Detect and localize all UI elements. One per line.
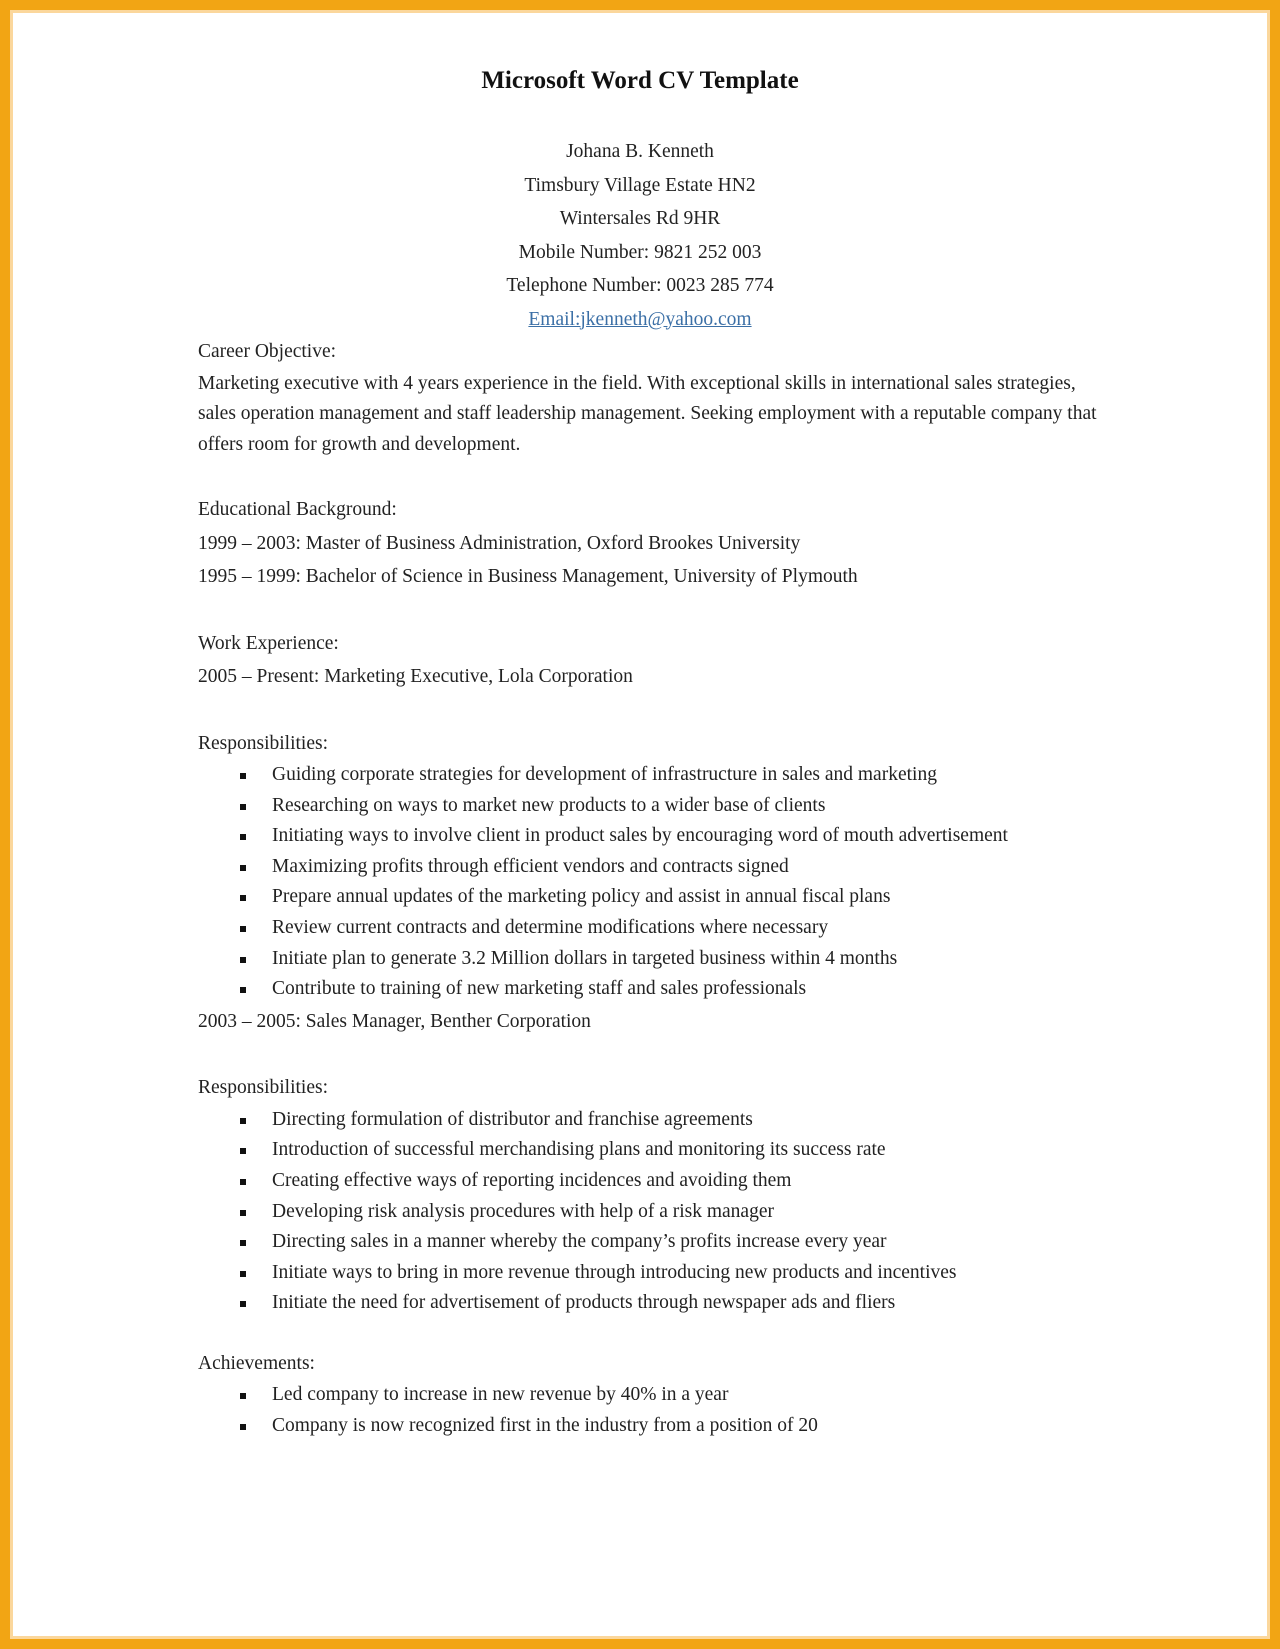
square-bullet-icon <box>240 1393 246 1399</box>
responsibilities-list <box>198 760 1098 1005</box>
education-entry: 1999 – 2003: Master of Business Administration, Oxford Brookes University <box>198 532 801 554</box>
square-bullet-icon <box>240 1301 246 1307</box>
achievements-list <box>198 1380 1098 1441</box>
education-entry: 1995 – 1999: Bachelor of Science in Business Management, University of Plymouth <box>198 566 858 587</box>
list-item: Initiating ways to involve client in product sales by encouraging word of mouth advertisement <box>198 821 1098 852</box>
list-item: Directing formulation of distributor and franchise agreements <box>198 1105 1098 1136</box>
contact-block <box>13 135 1267 336</box>
list-item: Initiate plan to generate 3.2 Million dollars in targeted business within 4 months <box>198 944 1098 975</box>
job-title: 2003 – 2005: Sales Manager, Benther Corporation <box>198 1010 591 1032</box>
cv-page <box>13 13 1267 1636</box>
contact-address-line1: Timsbury Village Estate HN2 <box>524 174 756 196</box>
responsibilities-heading: Responsibilities: <box>198 1077 329 1099</box>
career-objective-heading: Career Objective: <box>198 341 337 362</box>
job-title: 2005 – Present: Marketing Executive, Lola Corporation <box>198 666 633 687</box>
list-item: Review current contracts and determine modifications where necessary <box>198 913 1098 944</box>
list-item: Contribute to training of new marketing staff and sales professionals <box>198 974 1098 1005</box>
responsibilities-heading: Responsibilities: <box>198 732 329 754</box>
list-item: Prepare annual updates of the marketing policy and assist in annual fiscal plans <box>198 882 1098 913</box>
square-bullet-icon <box>240 895 246 901</box>
square-bullet-icon <box>240 957 246 963</box>
square-bullet-icon <box>240 1240 246 1246</box>
square-bullet-icon <box>240 1179 246 1185</box>
work-experience-heading: Work Experience: <box>198 632 339 654</box>
list-item: Developing risk analysis procedures with help of a risk manager <box>198 1197 1098 1228</box>
contact-address-line2: Wintersales Rd 9HR <box>559 208 721 229</box>
list-item: Introduction of successful merchandising plans and monitoring its success rate <box>198 1135 1098 1166</box>
square-bullet-icon <box>240 834 246 840</box>
list-item: Company is now recognized first in the industry from a position of 20 <box>198 1411 1098 1442</box>
square-bullet-icon <box>240 804 246 810</box>
square-bullet-icon <box>240 926 246 932</box>
contact-mobile: Mobile Number: 9821 252 003 <box>518 241 762 263</box>
contact-telephone: Telephone Number: 0023 285 774 <box>506 275 774 296</box>
document-title: Microsoft Word CV Template <box>481 67 799 94</box>
list-item: Maximizing profits through efficient vendors and contracts signed <box>198 852 1098 883</box>
cv-body <box>198 335 1098 1442</box>
list-item: Creating effective ways of reporting incidences and avoiding them <box>198 1166 1098 1197</box>
page-frame-inner <box>10 10 1270 1639</box>
square-bullet-icon <box>240 865 246 871</box>
list-item: Directing sales in a manner whereby the company’s profits increase every year <box>198 1227 1098 1258</box>
achievements-heading: Achievements: <box>198 1352 315 1374</box>
list-item: Led company to increase in new revenue by 40% in a year <box>198 1380 1098 1411</box>
list-item: Researching on ways to market new products to a wider base of clients <box>198 791 1098 822</box>
square-bullet-icon <box>240 1210 246 1216</box>
contact-name: Johana B. Kenneth <box>566 141 714 162</box>
list-item: Guiding corporate strategies for development of infrastructure in sales and marketing <box>198 760 1098 791</box>
square-bullet-icon <box>240 773 246 779</box>
list-item: Initiate ways to bring in more revenue through introducing new products and incentives <box>198 1258 1098 1289</box>
square-bullet-icon <box>240 1148 246 1154</box>
responsibilities-list <box>198 1105 1098 1319</box>
square-bullet-icon <box>240 1271 246 1277</box>
career-objective-text: Marketing executive with 4 years experience in the field. With exceptional skills in international sales strategies, sales operation management and staff leadership management. Seeking employment with a reputable company that offers room for growth and development. <box>198 372 1097 455</box>
list-item: Initiate the need for advertisement of products through newspaper ads and fliers <box>198 1288 1098 1319</box>
square-bullet-icon <box>240 1424 246 1430</box>
contact-email-link[interactable]: Email:jkenneth@yahoo.com <box>528 308 752 330</box>
square-bullet-icon <box>240 1118 246 1124</box>
education-heading: Educational Background: <box>198 499 397 520</box>
square-bullet-icon <box>240 987 246 993</box>
